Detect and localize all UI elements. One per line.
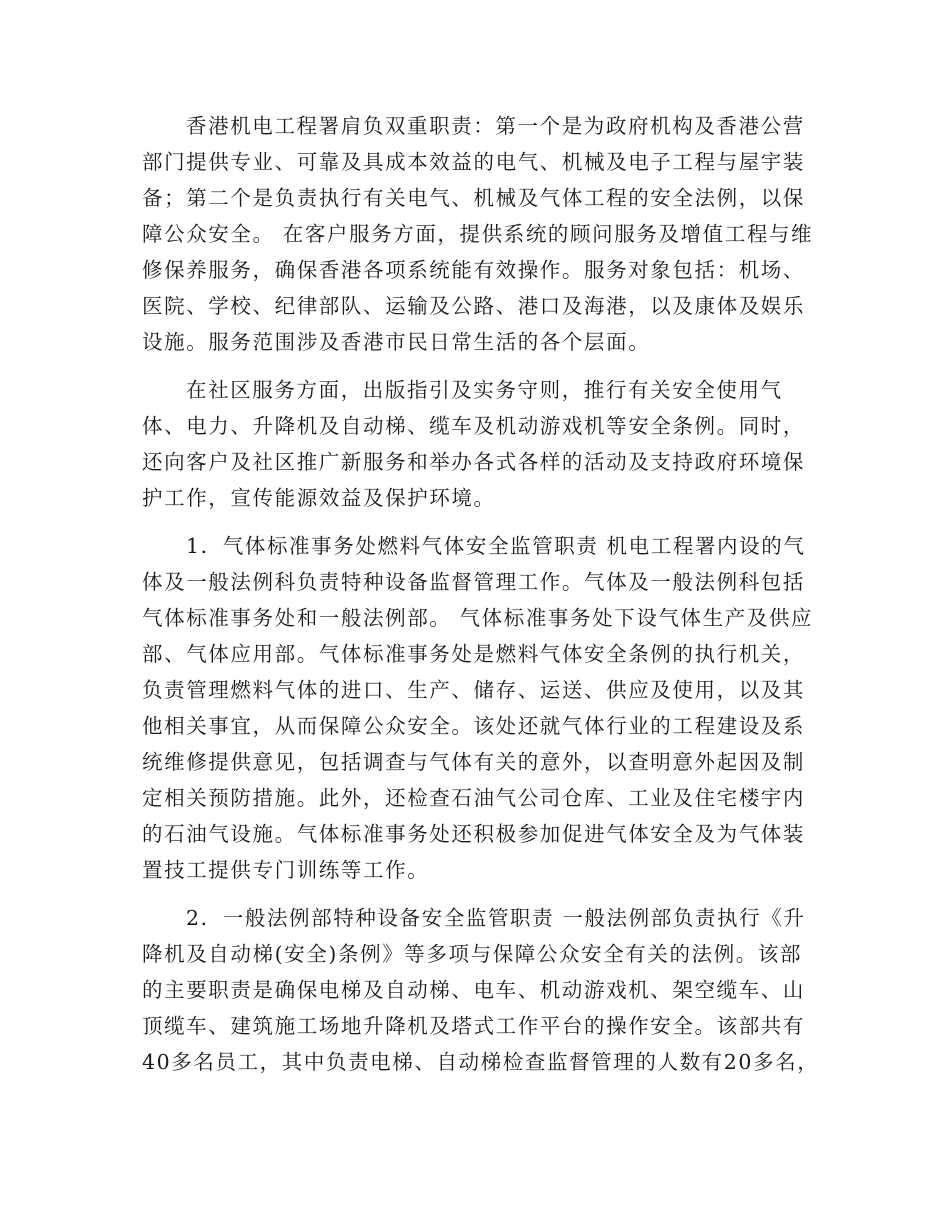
text-line: 他相关事宜，从而保障公众安全。该处还就气体行业的工程建设及系 xyxy=(142,714,805,738)
text-line: 在社区服务方面，出版指引及实务守则，推行有关安全使用气 xyxy=(186,378,783,402)
document-body xyxy=(142,108,820,1092)
paragraph-2 xyxy=(142,372,808,516)
text-line: 2．一般法例部特种设备安全监管职责 一般法例部负责执行《升 xyxy=(186,906,806,930)
text-line: 护工作，宣传能源效益及保护环境。 xyxy=(142,486,496,510)
paragraph-1 xyxy=(142,108,814,360)
paragraph-4 xyxy=(142,900,820,1080)
text-line: 降机及自动梯(安全)条例》等多项与保障公众安全有关的法例。该部 xyxy=(142,942,803,966)
text-line: 备；第二个是负责执行有关电气、机械及气体工程的安全法例，以保 xyxy=(142,186,805,210)
text-line: 置技工提供专门训练等工作。 xyxy=(142,858,430,882)
text-line: 1．气体标准事务处燃料气体安全监管职责 机电工程署内设的气 xyxy=(186,534,806,558)
text-line: 医院、学校、纪律部队、运输及公路、港口及海港，以及康体及娱乐 xyxy=(142,294,805,318)
text-line: 的主要职责是确保电梯及自动梯、电车、机动游戏机、架空缆车、山 xyxy=(142,978,805,1002)
text-line: 部、气体应用部。气体标准事务处是燃料气体安全条例的执行机关， xyxy=(142,642,805,666)
text-line: 设施。服务范围涉及香港市民日常生活的各个层面。 xyxy=(142,330,651,354)
text-line: 香港机电工程署肩负双重职责：第一个是为政府机构及香港公营 xyxy=(186,114,805,138)
text-line: 40多名员工，其中负责电梯、自动梯检查监督管理的人数有20多名， xyxy=(142,1050,820,1074)
text-line: 体及一般法例科负责特种设备监督管理工作。气体及一般法例科包括 xyxy=(142,570,805,594)
text-line: 负责管理燃料气体的进口、生产、储存、运送、供应及使用，以及其 xyxy=(142,678,805,702)
text-line: 定相关预防措施。此外，还检查石油气公司仓库、工业及住宅楼宇内 xyxy=(142,786,805,810)
text-line: 气体标准事务处和一般法例部。 气体标准事务处下设气体生产及供应 xyxy=(142,606,814,630)
text-line: 修保养服务，确保香港各项系统能有效操作。服务对象包括：机场、 xyxy=(142,258,805,282)
text-line: 的石油气设施。气体标准事务处还积极参加促进气体安全及为气体装 xyxy=(142,822,805,846)
text-line: 顶缆车、建筑施工场地升降机及塔式工作平台的操作安全。该部共有 xyxy=(142,1014,805,1038)
text-line: 还向客户及社区推广新服务和举办各式各样的活动及支持政府环境保 xyxy=(142,450,805,474)
text-line: 障公众安全。 在客户服务方面，提供系统的顾问服务及增值工程与维 xyxy=(142,222,814,246)
text-line: 部门提供专业、可靠及具成本效益的电气、机械及电子工程与屋宇装 xyxy=(142,150,805,174)
text-line: 统维修提供意见，包括调查与气体有关的意外，以查明意外起因及制 xyxy=(142,750,805,774)
paragraph-3 xyxy=(142,528,814,888)
text-line: 体、电力、升降机及自动梯、缆车及机动游戏机等安全条例。同时， xyxy=(142,414,805,438)
